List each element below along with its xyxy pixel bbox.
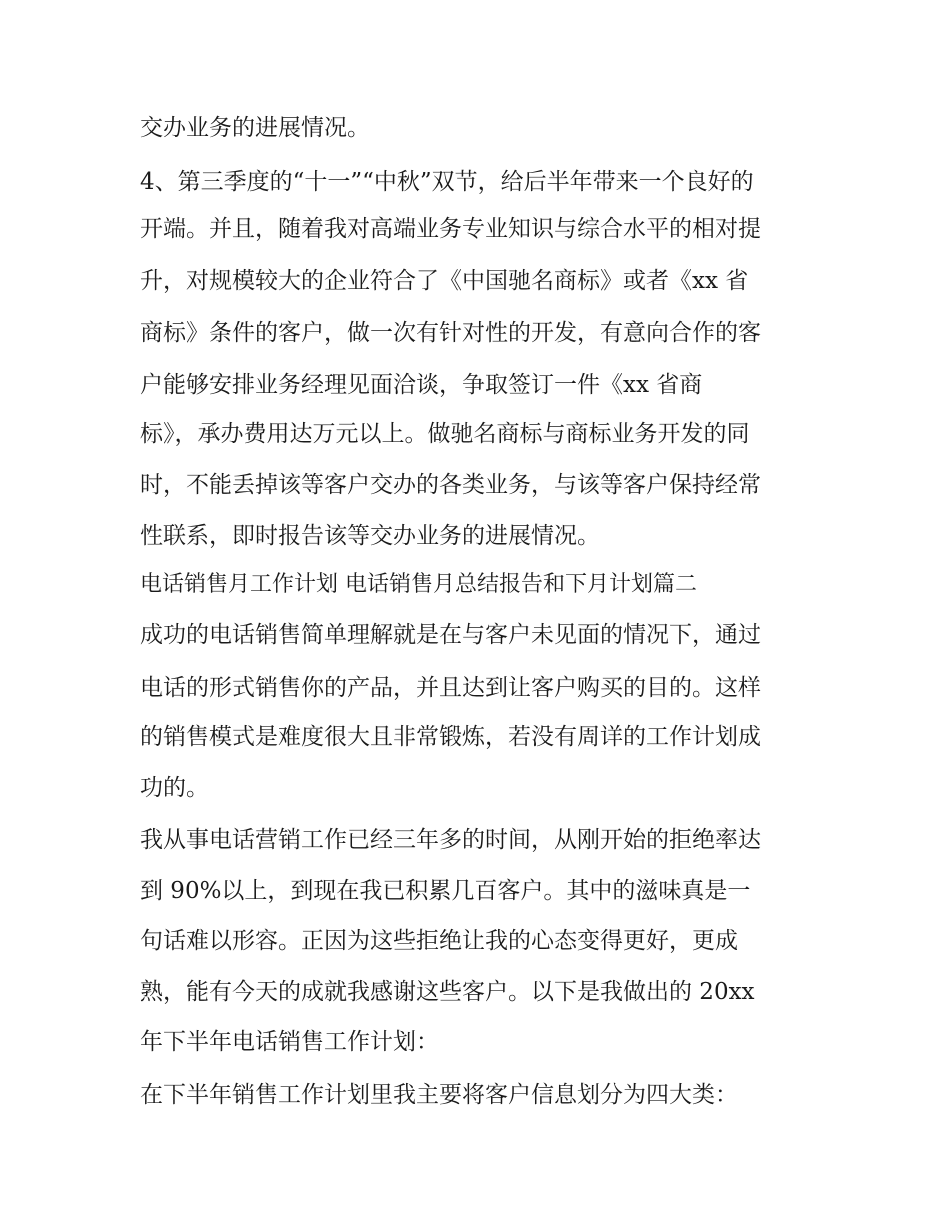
text-line-3: 开端。并且，随着我对高端业务专业知识与综合水平的相对提 (140, 216, 761, 242)
text-line-18: 熟，能有今天的成就我感谢这些客户。以下是我做出的 20xx (140, 979, 755, 1005)
text-line-6: 户能够安排业务经理见面洽谈，争取签订一件《xx 省商 (140, 372, 703, 398)
text-line-7: 标》，承办费用达万元以上。做驰名商标与商标业务开发的同 (140, 421, 750, 447)
text-line-12: 电话的形式销售你的产品，并且达到让客户购买的目的。这样 (140, 675, 761, 701)
text-line-11: 成功的电话销售简单理解就是在与客户未见面的情况下，通过 (140, 622, 761, 648)
text-line-5: 商标》条件的客户，做一次有针对性的开发，有意向合作的客 (140, 320, 761, 346)
text-line-8: 时，不能丢掉该等客户交办的各类业务，与该等客户保持经常 (140, 472, 761, 498)
text-line-15: 我从事电话营销工作已经三年多的时间，从刚开始的拒绝率达 (140, 827, 761, 853)
text-line-19: 年下半年电话销售工作计划： (140, 1029, 439, 1055)
text-line-9: 性联系，即时报告该等交办业务的进展情况。 (140, 523, 600, 549)
text-line-17: 句话难以形容。正因为这些拒绝让我的心态变得更好，更成 (140, 928, 738, 954)
text-line-2: 4、第三季度的“十一”“中秋”双节，给后半年带来一个良好的 (140, 169, 754, 195)
text-line-13: 的销售模式是难度很大且非常锻炼，若没有周详的工作计划成 (140, 724, 761, 750)
text-line-20: 在下半年销售工作计划里我主要将客户信息划分为四大类： (140, 1082, 738, 1108)
text-line-1: 交办业务的进展情况。 (140, 115, 370, 141)
text-line-4: 升，对规模较大的企业符合了《中国驰名商标》或者《xx 省 (140, 268, 749, 294)
section-heading: 电话销售月工作计划 电话销售月总结报告和下月计划篇二 (140, 572, 697, 597)
text-line-16: 到 90%以上，到现在我已积累几百客户。其中的滋味真是一 (140, 878, 751, 904)
text-line-14: 功的。 (140, 775, 209, 801)
